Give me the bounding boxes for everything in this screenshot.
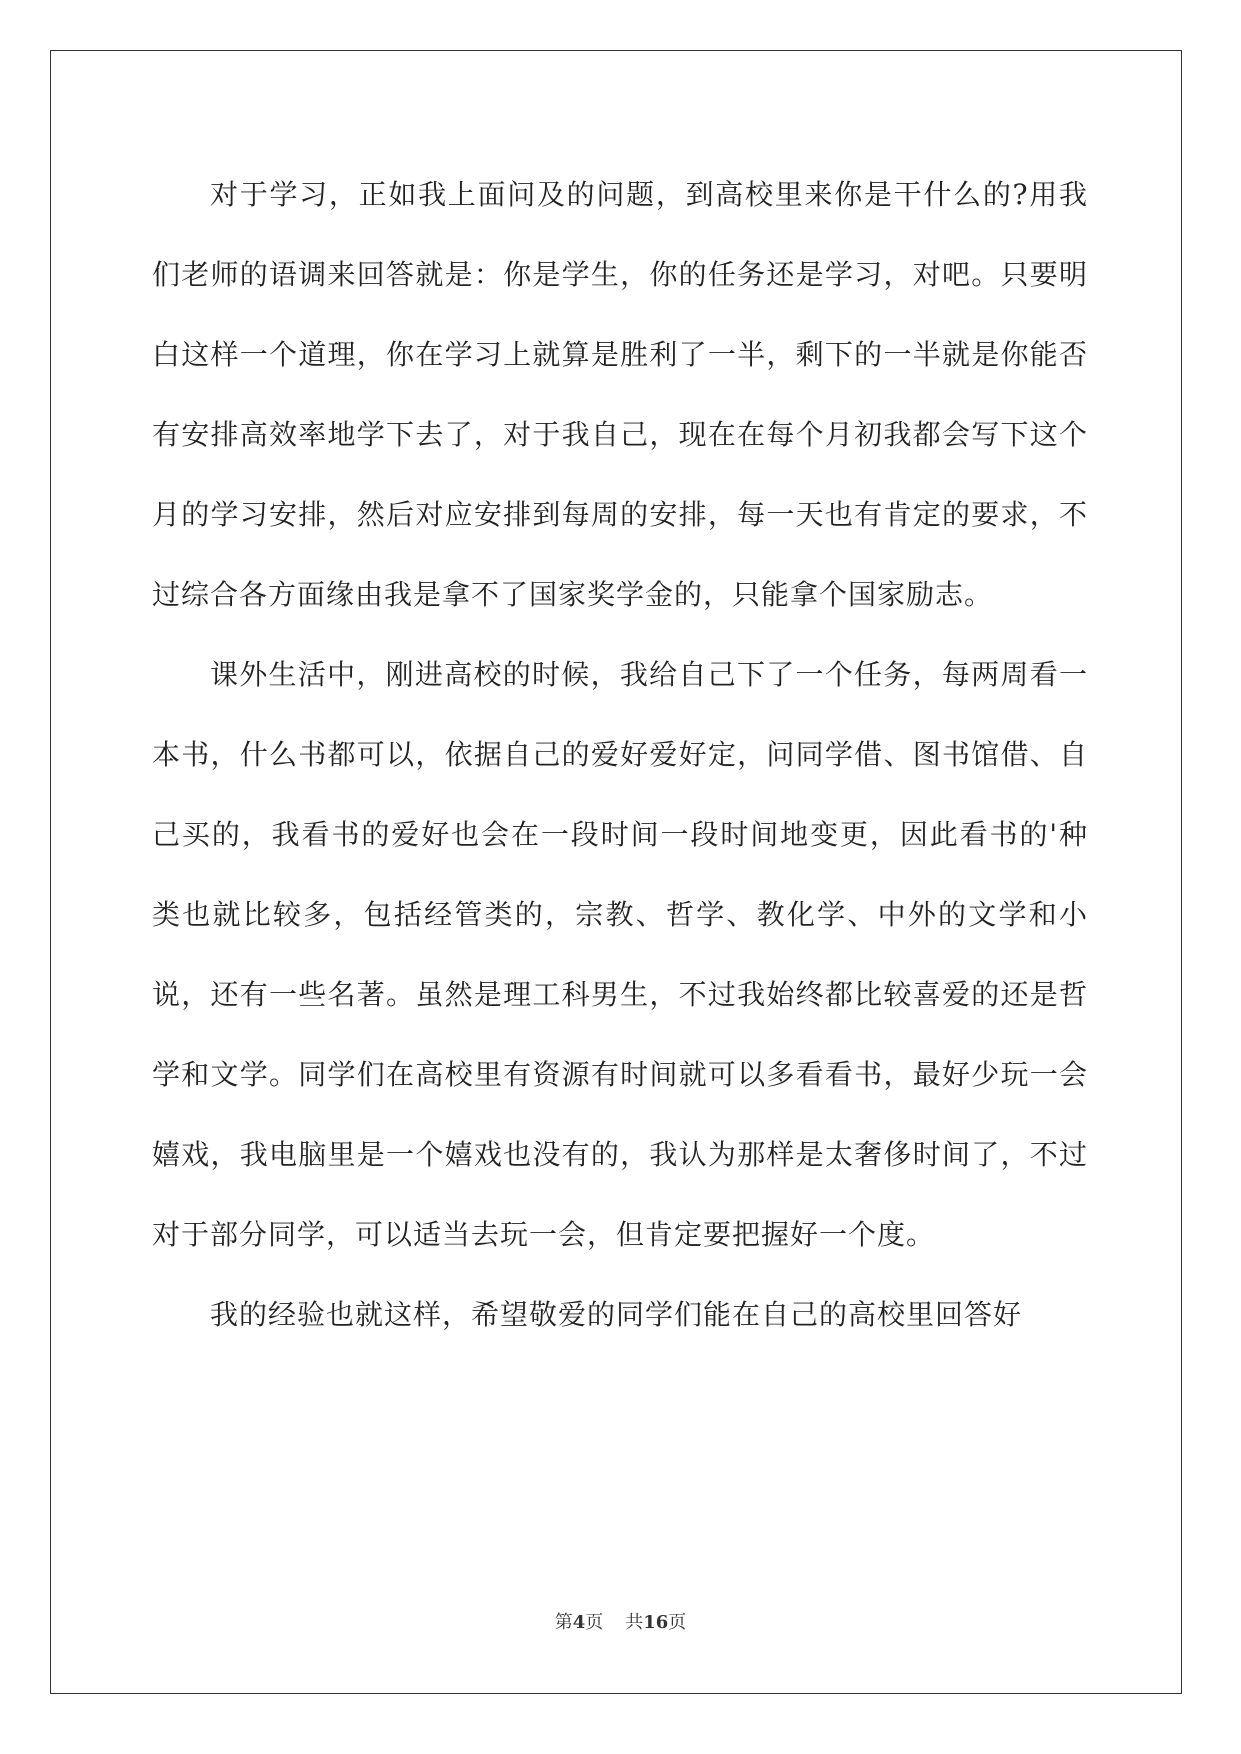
page-suffix: 页 <box>585 1612 604 1633</box>
paragraph-extracurricular: 课外生活中，刚进高校的时候，我给自己下了一个任务，每两周看一本书，什么书都可以，依据自己的爱好爱好定，问同学借、图书馆借、自己买的，我看书的爱好也会在一段时间一段时间地变更，因此看书的'种类也就比较多，包括经管类的，宗教、哲学、教化学、中外的文学和小说，还有一些名著。虽然是理工科男生，不过我始终都比较喜爱的还是哲学和文学。同学们在高校里有资源有时间就可以多看看书，最好少玩一会嬉戏，我电脑里是一个嬉戏也没有的，我认为那样是太奢侈时间了，不过对于部分同学，可以适当去玩一会，但肯定要把握好一个度。 <box>152 658 1088 1251</box>
paragraph-study: 对于学习，正如我上面问及的问题，到高校里来你是干什么的?用我们老师的语调来回答就是：你是学生，你的任务还是学习，对吧。只要明白这样一个道理，你在学习上就算是胜利了一半，剩下的一半就是你能否有安排高效率地学下去了，对于我自己，现在在每个月初我都会写下这个月的学习安排，然后对应安排到每周的安排，每一天也有肯定的要求，不过综合各方面缘由我是拿不了国家奖学金的，只能拿个国家励志。 <box>152 178 1088 611</box>
total-prefix: 共 <box>625 1612 644 1633</box>
paragraph-closing: 我的经验也就这样，希望敬爱的同学们能在自己的高校里回答好 <box>210 1298 1023 1331</box>
document-body <box>152 155 1088 1355</box>
page-prefix: 第 <box>554 1612 573 1633</box>
total-suffix: 页 <box>668 1612 687 1633</box>
total-pages: 16 <box>643 1612 669 1633</box>
page-footer <box>0 1608 1241 1634</box>
page-number: 4 <box>572 1612 586 1633</box>
